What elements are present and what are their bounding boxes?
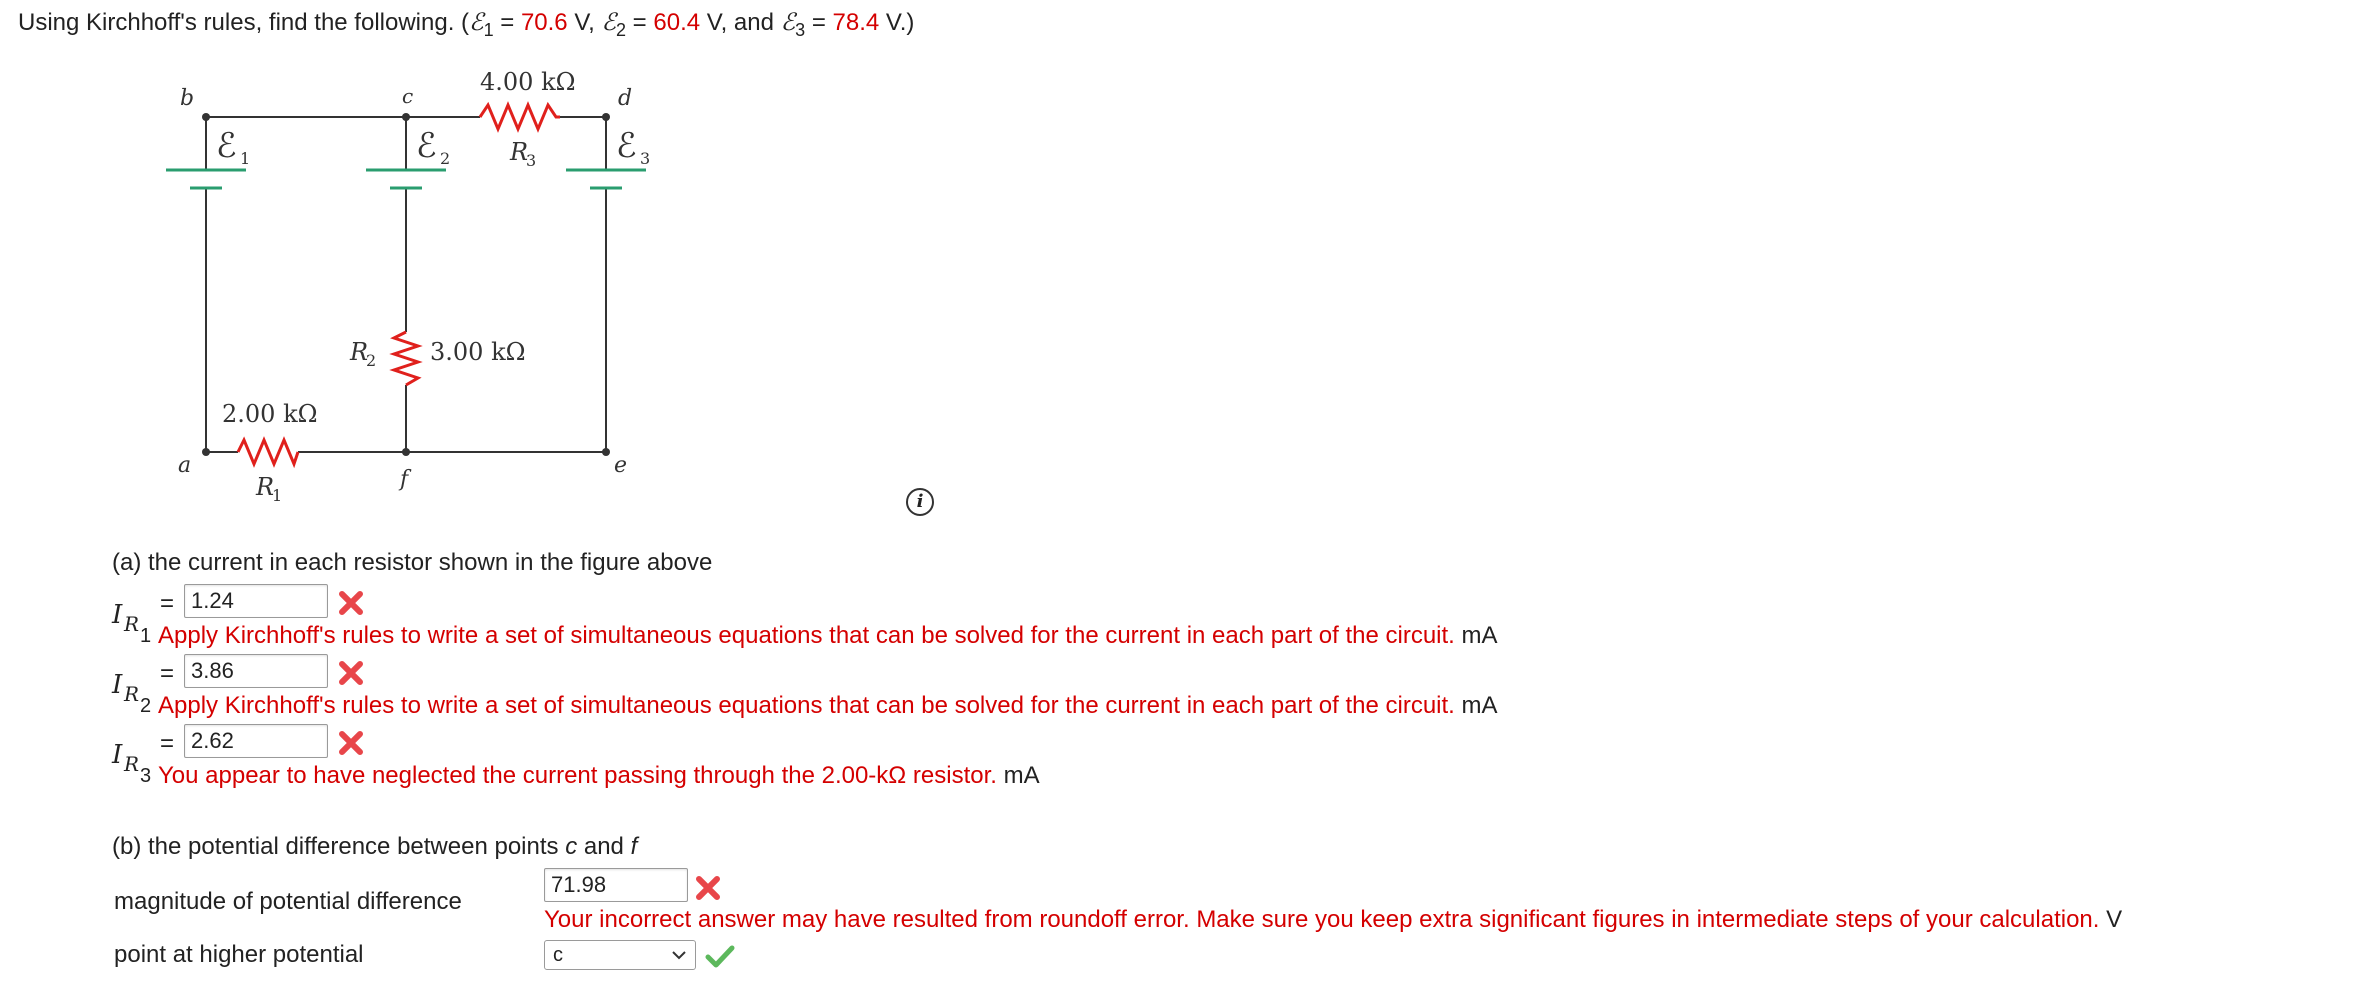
emf2-sub: 2 xyxy=(616,19,627,40)
node-c-label: c xyxy=(402,84,414,108)
ir1-equals: = xyxy=(160,590,175,617)
ir1-unit: mA xyxy=(1461,622,1498,649)
node-b-label: b xyxy=(180,86,195,111)
ir2-sub-r: R xyxy=(124,682,140,706)
ir3-subsub xyxy=(140,765,151,788)
node-d-label: d xyxy=(618,86,633,111)
ir3-feedback-text: You appear to have neglected the current passing through the 2.00-kΩ resistor. xyxy=(158,762,997,789)
emf2-symbol: ℰ xyxy=(601,8,616,36)
battery-e2 xyxy=(366,170,446,188)
r3-value-label: 4.00 kΩ xyxy=(480,68,576,96)
ir2-equals: = xyxy=(160,660,175,687)
info-icon[interactable] xyxy=(906,488,934,516)
resistor-r1 xyxy=(238,440,298,464)
emf2-value: 60.4 xyxy=(653,9,701,36)
ir2-unit: mA xyxy=(1461,692,1498,719)
node-f-label: f xyxy=(400,467,409,492)
ir3-unit: mA xyxy=(1003,762,1040,789)
node-d-dot xyxy=(602,113,610,121)
emf1-sub: 1 xyxy=(483,19,494,40)
node-f-dot xyxy=(402,448,410,456)
ir3-equals: = xyxy=(160,730,175,757)
magnitude-label: magnitude of potential difference xyxy=(114,888,462,915)
ir1-sub-r: R xyxy=(124,612,140,636)
battery-e3 xyxy=(566,170,646,188)
node-a-dot xyxy=(202,448,210,456)
ir3-i: I xyxy=(112,740,123,770)
node-a-label: a xyxy=(178,453,192,478)
r2-value-label: 3.00 kΩ xyxy=(430,338,526,366)
x-icon xyxy=(337,729,365,757)
ir2-subsub xyxy=(140,695,151,718)
ir1-symbol xyxy=(112,600,122,630)
ir3-feedback xyxy=(158,762,1040,790)
emf1-sub-label: 1 xyxy=(240,149,251,168)
emf1-value: 70.6 xyxy=(520,9,568,36)
equals-sign: = xyxy=(626,9,654,36)
r3-name-label: R xyxy=(510,138,529,166)
resistor-r2 xyxy=(394,332,418,385)
magnitude-feedback-text: Your incorrect answer may have resulted from roundoff error. Make sure you keep extra significant figures in intermediate steps of your calculation. xyxy=(544,906,2100,933)
ir1-i: I xyxy=(112,600,123,630)
x-icon xyxy=(694,874,722,902)
r1-value-label: 2.00 kΩ xyxy=(222,400,318,428)
ir1-sub xyxy=(124,612,139,636)
emf3-sub-label: 3 xyxy=(640,149,651,168)
part-b-point-c: c xyxy=(565,833,578,860)
battery-e1 xyxy=(166,170,246,188)
circuit-diagram xyxy=(150,60,710,520)
higher-potential-selected-value: c xyxy=(553,944,563,966)
ir2-feedback-text: Apply Kirchhoff's rules to write a set of simultaneous equations that can be solved for the current in each part of the circuit. xyxy=(158,692,1455,719)
x-icon xyxy=(337,659,365,687)
r3-sub-label: 3 xyxy=(526,151,537,170)
x-icon xyxy=(337,589,365,617)
ir3-subsub-num: 3 xyxy=(140,765,152,787)
ir3-sub-r: R xyxy=(124,752,140,776)
magnitude-feedback xyxy=(544,906,2122,934)
chevron-down-icon xyxy=(671,949,687,961)
node-b-dot xyxy=(202,113,210,121)
emf3-label: ℰ xyxy=(616,126,637,166)
ir3-sub xyxy=(124,752,139,776)
ir2-symbol xyxy=(112,670,122,700)
emf3-unit: V.) xyxy=(879,9,915,36)
magnitude-answer-input[interactable] xyxy=(544,868,688,902)
ir2-i: I xyxy=(112,670,123,700)
question-prefix: Using Kirchhoff's rules, find the following. ( xyxy=(18,9,470,36)
higher-potential-select[interactable] xyxy=(544,940,696,970)
ir3-answer-input[interactable] xyxy=(184,724,328,758)
equals-sign: = xyxy=(493,9,521,36)
node-e-dot xyxy=(602,448,610,456)
r2-name-label: R xyxy=(350,338,369,366)
question-text xyxy=(18,8,914,41)
node-c-dot xyxy=(402,113,410,121)
part-b-point-f: f xyxy=(630,833,638,860)
ir1-subsub xyxy=(140,625,151,648)
part-b-title-text: (b) the potential difference between points xyxy=(112,833,566,860)
r1-name-label: R xyxy=(256,473,275,501)
equals-sign: = xyxy=(805,9,833,36)
emf1-label: ℰ xyxy=(216,126,237,166)
ir2-subsub-num: 2 xyxy=(140,695,152,717)
r2-sub-label: 2 xyxy=(366,351,377,370)
ir2-feedback xyxy=(158,692,1498,720)
resistor-r3 xyxy=(480,105,560,129)
ir2-answer-input[interactable] xyxy=(184,654,328,688)
emf3-value: 78.4 xyxy=(832,9,880,36)
emf2-sub-label: 2 xyxy=(440,149,451,168)
higher-potential-label: point at higher potential xyxy=(114,941,364,968)
part-b-title xyxy=(112,833,637,861)
emf2-unit: V, and xyxy=(700,9,781,36)
info-icon-glyph: i xyxy=(916,491,924,512)
check-icon xyxy=(704,942,736,970)
emf2-label: ℰ xyxy=(416,126,437,166)
emf3-sub: 3 xyxy=(795,19,806,40)
ir3-symbol xyxy=(112,740,122,770)
r1-sub-label: 1 xyxy=(272,486,283,505)
emf3-symbol: ℰ xyxy=(780,8,796,36)
magnitude-unit: V xyxy=(2106,906,2123,933)
ir1-subsub-num: 1 xyxy=(140,625,152,647)
ir2-sub xyxy=(124,682,139,706)
ir1-feedback xyxy=(158,622,1498,650)
part-a-title: (a) the current in each resistor shown in the figure above xyxy=(112,549,713,576)
node-e-label: e xyxy=(614,453,628,478)
part-b-and: and xyxy=(577,833,631,860)
emf1-unit: V, xyxy=(567,9,602,36)
emf1-symbol: ℰ xyxy=(469,8,484,36)
ir1-feedback-text: Apply Kirchhoff's rules to write a set of simultaneous equations that can be solved for the current in each part of the circuit. xyxy=(158,622,1455,649)
ir1-answer-input[interactable] xyxy=(184,584,328,618)
